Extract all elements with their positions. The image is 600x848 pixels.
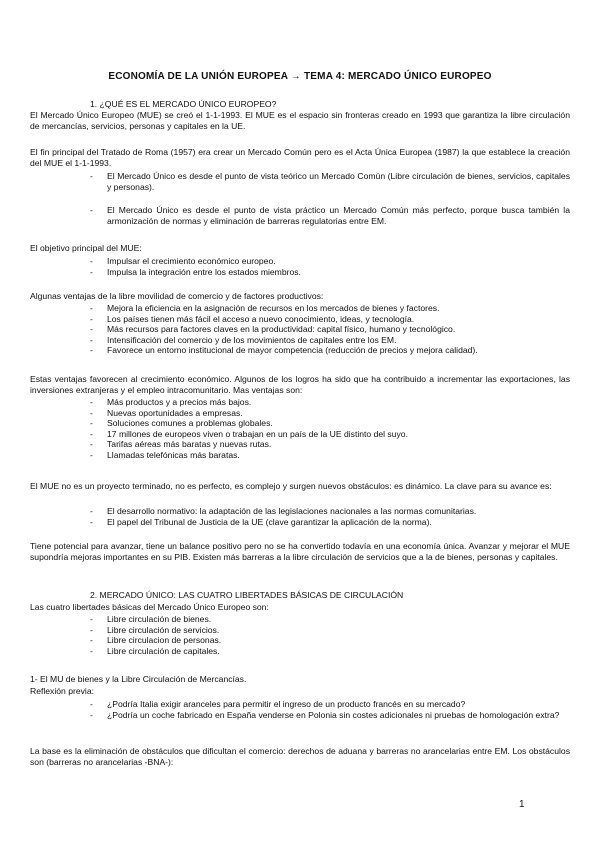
list-item: - Libre circulación de capitales. [90,646,570,657]
section-2-heading: 2. MERCADO ÚNICO: LAS CUATRO LIBERTADES BÁSICAS DE CIRCULACIÓN [90,590,404,600]
list-item: - El papel del Tribunal de Justicia de la UE (clave garantizar la aplicación de la norma). [90,517,570,528]
list-item: - El Mercado Único es desde el punto de vista práctico un Mercado Común más perfecto, porque busca también la armonización de normas y eliminación de barreras regulatorias entre EM. [90,205,570,226]
section-1-heading: 1. ¿QUÉ ES EL MERCADO ÚNICO EUROPEO? [90,99,277,109]
section-1-paragraph-6: El MUE no es un proyecto terminado, no es perfecto, es complejo y surgen nuevos obstáculos: es dinámico. La clave para su avance es: [30,481,552,491]
reflection-label: Reflexión previa: [30,686,95,696]
objective-label: El objetivo principal del MUE: [30,243,142,253]
document-title: ECONOMÍA DE LA UNIÓN EUROPEA → TEMA 4: MERCADO ÚNICO EUROPEO [108,71,492,82]
list-item: - El desarrollo normativo: la adaptación de las legislaciones nacionales a las normas comunitarias. [90,506,570,517]
list-item: - Mejora la eficiencia en la asignación de recursos en los mercados de bienes y factores. [90,303,570,314]
page-number: 1 [519,799,525,810]
key-progress-list [90,506,570,527]
reflection-list [90,699,570,720]
advantages-label: Algunas ventajas de la libre movilidad de comercio y de factores productivos: [30,291,324,301]
list-item: - Llamadas telefónicas más baratas. [90,450,570,461]
list-item: - ¿Podría Italia exigir aranceles para permitir el ingreso de un producto francés en su mercado? [90,699,570,710]
list-item: - Impulsa la integración entre los estados miembros. [90,267,570,278]
four-freedoms-list [90,614,570,656]
list-item: - Tarifas aéreas más baratas y nuevas rutas. [90,439,570,450]
list-item: - Favorece un entorno institucional de mayor competencia (reducción de precios y mejora calidad). [90,345,570,356]
list-item: - El Mercado Único es desde el punto de vista teórico un Mercado Común (Libre circulación de bienes, servicios, capitales y personas). [90,171,570,192]
list-item: - Más productos y a precios más bajos. [90,397,570,408]
section-2-paragraph-4: La base es la eliminación de obstáculos que dificultan el comercio: derechos de aduana y barreras no arancelarias entre EM. Los obstáculos son (barreras no arancelarias -BNA-): [30,746,570,767]
list-item: - Intensificación del comercio y de los movimientos de capitales entre los EM. [90,335,570,346]
list-item: - Libre circulación de servicios. [90,625,570,636]
list-item: - Libre circulacion de personas. [90,635,570,646]
list-item: - Nuevas oportunidades a empresas. [90,408,570,419]
section-1-paragraph-5: Estas ventajas favorecen al crecimiento económico. Algunos de los logros ha sido que ha contribuido a incrementar las exportaciones, las inversiones extranjeras y el empleo intracomunitario. Mas ventajas son: [30,374,570,395]
advantages-list [90,303,570,356]
section-1-paragraph-2: El fin principal del Tratado de Roma (1957) era crear un Mercado Común pero es el Acta Única Europea (1987) la que establece la creación del MUE el 1-1-1993. [30,147,570,168]
list-item: - Libre circulación de bienes. [90,614,570,625]
mu-definition-list [90,171,570,226]
goods-subheading: 1- El MU de bienes y la Libre Circulación de Mercancías. [30,674,247,684]
four-freedoms-label: Las cuatro libertades básicas del Mercado Único Europeo son: [30,602,269,612]
section-1-paragraph-1: El Mercado Único Europeo (MUE) se creó el 1-1-1993. El MUE es el espacio sin fronteras creado en 1993 que garantiza la libre circulación de mercancías, servicios, personas y capitales en la UE. [30,110,570,131]
list-item: - ¿Podría un coche fabricado en España venderse en Polonia sin costes adicionales ni pruebas de homologación extra? [90,710,570,721]
objective-list [90,256,570,277]
list-item: - 17 millones de europeos viven o trabajan en un país de la UE distinto del suyo. [90,429,570,440]
list-item: - Soluciones comunes a problemas globales. [90,418,570,429]
list-item: - Impulsar el crecimiento económico europeo. [90,256,570,267]
more-advantages-list [90,397,570,461]
section-1-paragraph-7: Tiene potencial para avanzar, tiene un balance positivo pero no se ha convertido todavía en una economía única. Avanzar y mejorar el MUE supondría mejoras importantes en su PIB. Existen más barreras a la libre circulación de servicios que a la de bienes, personas y capitales. [30,541,570,562]
list-item: - Más recursos para factores claves en la productividad: capital físico, humano y tecnológico. [90,324,570,335]
list-item: - Los países tienen más fácil el acceso a nuevo conocimiento, ideas, y tecnología. [90,314,570,325]
